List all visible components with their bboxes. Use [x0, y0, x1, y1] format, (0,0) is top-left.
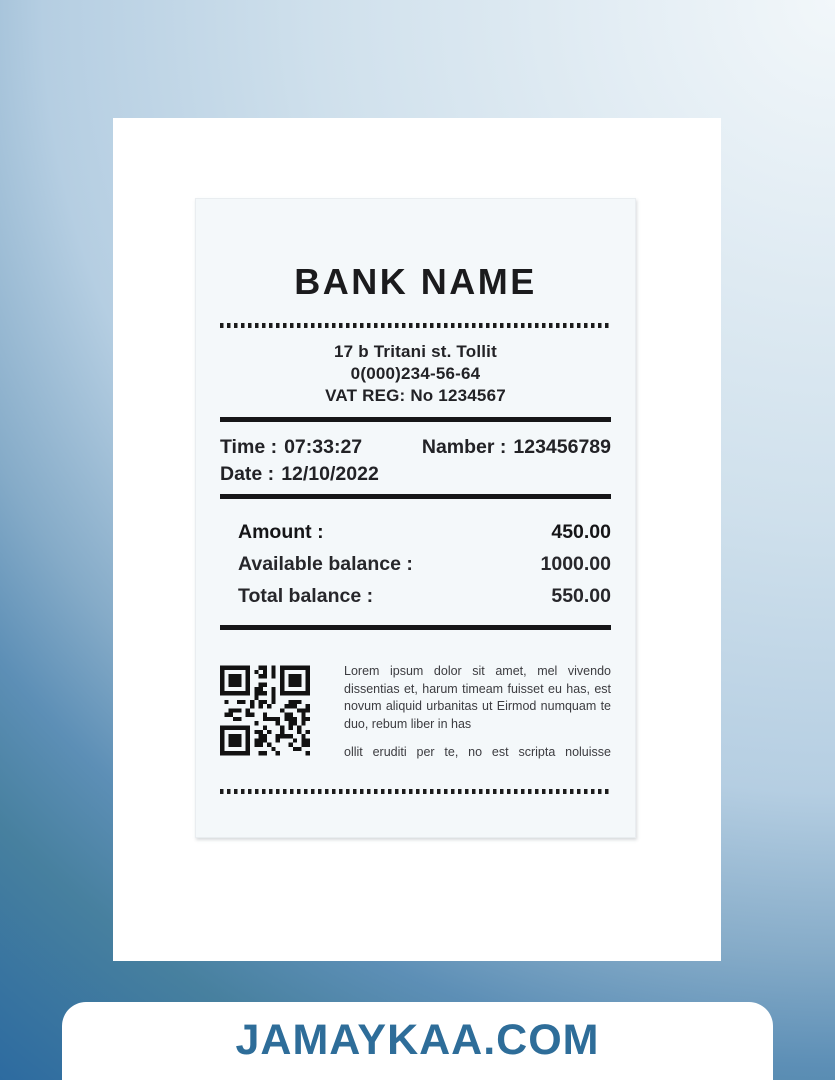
- dotted-separator-bottom: [220, 789, 611, 794]
- mockup-card: [113, 118, 721, 961]
- time-label: Time :: [220, 436, 278, 458]
- bank-phone: 0(000)234-56-64: [350, 364, 481, 383]
- number-value: 123456789: [513, 436, 611, 458]
- date-value: 12/10/2022: [281, 463, 379, 485]
- divider-rule-2: [220, 494, 611, 499]
- transaction-date: [220, 461, 379, 488]
- note-paragraph-2: ollit eruditi per te, no est scripta noluisse: [344, 745, 611, 759]
- bank-address: 17 b Tritani st. Tollit: [334, 342, 497, 361]
- meta-row-1: [220, 434, 611, 461]
- site-footer-bar: [62, 1002, 773, 1080]
- available-balance-label: Available balance :: [238, 553, 413, 575]
- amount-value: 450.00: [551, 521, 611, 543]
- bank-name-title: BANK NAME: [294, 261, 537, 302]
- site-name: JAMAYKAA.COM: [235, 1016, 600, 1064]
- transaction-time: [220, 434, 362, 461]
- table-row-total-balance: [238, 580, 611, 612]
- divider-rule-1: [220, 417, 611, 422]
- time-value: 07:33:27: [284, 436, 363, 458]
- transaction-number: [422, 434, 611, 461]
- available-balance-value: 1000.00: [540, 553, 611, 575]
- note-paragraph-1: Lorem ipsum dolor sit amet, mel vivendo dissentias et, harum timeam fuisset eu has, est novum aliquid urbanitas ut Eirmod numquam te duo, rebum liber in has: [344, 664, 611, 731]
- number-label: Namber :: [421, 436, 507, 458]
- qr-code-icon: [220, 663, 310, 763]
- dotted-separator-top: [220, 323, 611, 328]
- transaction-meta: [220, 434, 611, 488]
- meta-row-2: [220, 461, 611, 488]
- receipt-sheet: [195, 198, 636, 838]
- bank-contact-block: [220, 341, 611, 407]
- total-balance-value: 550.00: [551, 585, 611, 607]
- table-row-available-balance: [238, 548, 611, 580]
- date-label: Date :: [220, 463, 275, 485]
- bank-vat-reg: VAT REG: No 1234567: [325, 386, 506, 405]
- receipt-note-text: [344, 663, 611, 762]
- table-row-amount: [238, 516, 611, 548]
- amounts-table: [220, 516, 611, 612]
- amount-label: Amount :: [238, 521, 324, 543]
- footer-note-section: [220, 663, 611, 763]
- divider-rule-3: [220, 625, 611, 630]
- receipt-content: [196, 261, 635, 794]
- total-balance-label: Total balance :: [238, 585, 374, 607]
